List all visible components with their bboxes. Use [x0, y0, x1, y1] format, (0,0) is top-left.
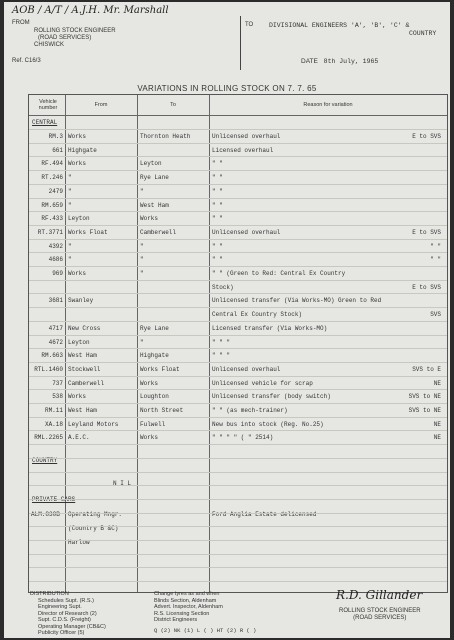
from-cell: Works: [68, 393, 87, 401]
section-central: CENTRAL: [32, 119, 58, 126]
table-row: [29, 350, 447, 362]
table-row: [29, 241, 447, 253]
table-row: [29, 254, 447, 266]
from-cell: Stockwell: [68, 365, 101, 373]
to-cell: Works: [140, 379, 159, 387]
to-cell: Rye Lane: [140, 324, 169, 332]
vehicle-number: RM.659: [41, 201, 63, 209]
from-line-3: CHISWICK: [34, 42, 64, 48]
reason-cell: Unlicensed overhaul: [212, 365, 281, 373]
table-row: [29, 158, 447, 170]
from-cell: Leyland Motors: [68, 420, 119, 428]
distribution-item: Director of Research (2): [38, 610, 97, 617]
from-block: [12, 16, 241, 70]
to-cell: Rye Lane: [140, 174, 169, 182]
from-cell: West Ham: [68, 352, 97, 360]
from-cell: ": [68, 187, 72, 195]
table-row: [29, 213, 447, 225]
to-cell: ": [140, 187, 144, 195]
vehicle-number: RML.2265: [34, 434, 63, 442]
section-country: COUNTRY: [32, 457, 58, 464]
vehicle-number: 2479: [48, 187, 63, 195]
reason-extra: NE: [433, 420, 441, 428]
from-cell: Works: [68, 133, 87, 140]
vehicle-number: RF.433: [41, 215, 63, 223]
from-cell: Operating Mngr.: [68, 511, 123, 518]
reason-extra: SVS to NE: [408, 393, 441, 401]
distribution-item: Operating Manager (CB&C): [38, 623, 106, 630]
reason-cell: " " ": [212, 352, 231, 360]
to-cell: West Ham: [140, 201, 169, 209]
table-row: [29, 282, 447, 294]
table-row: [29, 145, 447, 157]
reason-extra: " ": [430, 256, 441, 264]
document-sheet: [4, 2, 450, 638]
section-private: PRIVATE CARS: [32, 496, 76, 503]
from-cell: Highgate: [68, 146, 97, 154]
signature: R.D. Gillander: [336, 588, 423, 602]
distribution-item: Supt. C.D.S. (Freight): [38, 617, 91, 623]
reason-extra: NE: [433, 379, 441, 387]
to-block: [241, 16, 446, 70]
reason-cell: Unlicensed overhaul: [212, 228, 281, 236]
reason-extra: " ": [430, 242, 441, 250]
reason-cell: Stock): [212, 283, 234, 291]
to-cell: North Street: [140, 407, 184, 414]
col-vehicle-header: Vehicle number: [38, 99, 58, 111]
from-line-2: (ROAD SERVICES): [38, 35, 92, 41]
bottom-codes: Q (2) NK (1) L ( ) HT (2) R ( ): [154, 626, 257, 634]
to-cell: Fulwell: [140, 420, 166, 428]
table-row: [29, 537, 447, 549]
from-cell: Harlow: [68, 539, 90, 546]
vehicle-number: 538: [52, 393, 63, 401]
to-cell: Works Float: [140, 365, 180, 373]
reason-cell: " " (as mech-trainer): [212, 407, 288, 414]
reason-cell: " ": [212, 201, 223, 209]
distribution-list: [30, 591, 106, 637]
to-cell: Highgate: [140, 352, 169, 360]
table-row: [29, 309, 447, 321]
reason-cell: Unlicensed transfer (Via Works-MO) Green to Red: [212, 297, 382, 305]
vehicle-number: 4672: [48, 338, 63, 346]
to-cell: Works: [140, 215, 159, 223]
table-row: [29, 509, 447, 521]
table-row: [29, 523, 447, 535]
from-cell: ": [68, 242, 72, 250]
distribution-item: District Engineers: [154, 617, 198, 623]
table-row: [29, 268, 447, 280]
to-cell: ": [140, 256, 144, 264]
from-cell: Swanley: [68, 297, 94, 305]
country-nil-row: [29, 478, 447, 490]
date-row: [301, 58, 378, 65]
signatory-title: [339, 608, 421, 622]
tyre-note: Change tyres as and when: [154, 591, 220, 597]
variations-table: [28, 94, 448, 593]
from-cell: Camberwell: [68, 379, 105, 387]
reason-cell: " " " " ( " 2514): [212, 434, 274, 442]
reason-cell: " " (Green to Red: Central Ex Country: [212, 270, 346, 277]
distribution-item: Publicity Officer (5): [38, 630, 85, 636]
reason-extra: NE: [433, 434, 441, 442]
from-cell: New Cross: [68, 324, 101, 332]
vehicle-number: RM.3: [48, 133, 63, 140]
vehicle-number: 4717: [48, 324, 63, 332]
reason-extra: E to SVS: [412, 133, 441, 140]
reason-cell: New bus into stock (Reg. No.25): [212, 420, 324, 428]
table-row: [29, 295, 447, 307]
from-cell: Works Float: [68, 228, 108, 236]
distribution-item: Engineering Supt.: [38, 604, 82, 610]
vehicle-number: 4392: [48, 242, 63, 250]
from-cell: West Ham: [68, 407, 97, 414]
vehicle-number: RF.494: [41, 160, 63, 168]
from-cell: ": [68, 256, 72, 264]
table-row: [29, 391, 447, 403]
signatory-line-2: (ROAD SERVICES): [353, 615, 407, 621]
from-cell: ": [68, 201, 72, 209]
distribution-item: Schedules Supt. (R.S.): [38, 597, 94, 604]
reason-extra: E to SVS: [412, 283, 441, 291]
table-row: [29, 405, 447, 417]
vehicle-number: ALM.830B: [31, 511, 60, 518]
reason-cell: Unlicensed transfer (body switch): [212, 393, 331, 401]
ref-label: Ref. C16/3: [12, 58, 41, 64]
vehicle-number: 661: [52, 146, 63, 154]
reason-extra: SVS to NE: [408, 407, 441, 414]
table-row: [29, 131, 447, 143]
to-cell: ": [140, 338, 144, 346]
country-nil: N I L: [113, 480, 132, 487]
table-row: [29, 186, 447, 198]
reason-cell: " ": [212, 187, 223, 195]
reason-cell: " ": [212, 215, 223, 223]
date-label: DATE: [301, 58, 318, 65]
table-row: [29, 419, 447, 431]
from-cell: Works: [68, 160, 87, 168]
from-line-1: ROLLING STOCK ENGINEER: [34, 28, 116, 34]
to-line-1: DIVISIONAL ENGINEERS 'A', 'B', 'C' &: [269, 22, 410, 29]
from-cell: ": [68, 174, 72, 182]
vehicle-number: 969: [52, 270, 63, 277]
to-cell: Thornton Heath: [140, 133, 191, 140]
vehicle-number: 3681: [48, 297, 63, 305]
reason-cell: " ": [212, 174, 223, 182]
distribution-list-middle: [154, 591, 256, 634]
from-cell: Leyton: [68, 215, 90, 223]
reason-extra: SVS: [430, 311, 441, 319]
distribution-item: R.S. Licensing Section: [154, 610, 210, 617]
vehicle-number: RM.11: [44, 407, 63, 414]
reason-cell: " " ": [212, 338, 231, 346]
to-label: TO: [245, 22, 254, 28]
col-to-header: To: [170, 102, 176, 108]
vehicle-number: 4686: [48, 256, 63, 264]
distribution-item: Advert. Inspector, Aldenham: [154, 604, 223, 610]
table-row: [29, 378, 447, 390]
reason-cell: Licensed overhaul: [212, 146, 274, 154]
date-value: 8th July, 1965: [323, 58, 379, 65]
vehicle-number: RT.246: [41, 174, 63, 182]
to-cell: Works: [140, 434, 159, 442]
reason-extra: SVS to E: [412, 365, 441, 373]
table-row: [29, 172, 447, 184]
reason-cell: Central Ex Country Stock): [212, 311, 303, 319]
reason-cell: " ": [212, 160, 223, 168]
col-from-header: From: [94, 102, 108, 108]
reason-extra: E to SVS: [412, 228, 441, 236]
handwritten-header: AOB / A/T / A.J.H. Mr. Marshall: [12, 5, 169, 16]
table-row: [29, 200, 447, 212]
from-cell: (Country B &C): [68, 525, 119, 532]
distribution-heading: DISTRIBUTION: [30, 591, 69, 597]
from-cell: Leyton: [68, 338, 90, 346]
table-row: [29, 364, 447, 376]
vehicle-number: RTL.1460: [34, 365, 63, 373]
col-reason-header: Reason for variation: [303, 102, 353, 108]
to-cell: Camberwell: [140, 228, 177, 236]
vehicle-number: RT.3771: [37, 228, 63, 236]
table-row: [29, 432, 447, 444]
to-recipients: [269, 22, 436, 38]
to-cell: Loughton: [140, 393, 169, 401]
distribution-item: Blinds Section, Aldenham: [154, 597, 217, 604]
vehicle-number: RM.663: [41, 352, 63, 360]
table-row: [29, 337, 447, 349]
reason-cell: Ford Anglia Estate delicensed: [212, 511, 317, 518]
reason-cell: Licensed transfer (Via Works-MO): [212, 324, 328, 332]
from-label: FROM: [12, 20, 30, 26]
document-title: VARIATIONS IN ROLLING STOCK ON 7. 7. 65: [137, 84, 317, 93]
from-cell: Works: [68, 270, 87, 277]
table-row: [29, 323, 447, 335]
reason-cell: " ": [212, 256, 223, 264]
from-cell: A.E.C.: [68, 434, 90, 442]
to-cell: ": [140, 270, 144, 277]
signatory-line-1: ROLLING STOCK ENGINEER: [339, 608, 421, 614]
to-cell: Leyton: [140, 160, 162, 168]
reason-cell: Unlicensed overhaul: [212, 133, 281, 140]
table-row: [29, 227, 447, 239]
reason-cell: Unlicensed vehicle for scrap: [212, 379, 313, 387]
vehicle-number: XA.18: [44, 420, 63, 428]
vehicle-number: 737: [52, 379, 63, 387]
to-cell: ": [140, 242, 144, 250]
to-line-2: COUNTRY: [409, 30, 437, 37]
reason-cell: " ": [212, 242, 223, 250]
